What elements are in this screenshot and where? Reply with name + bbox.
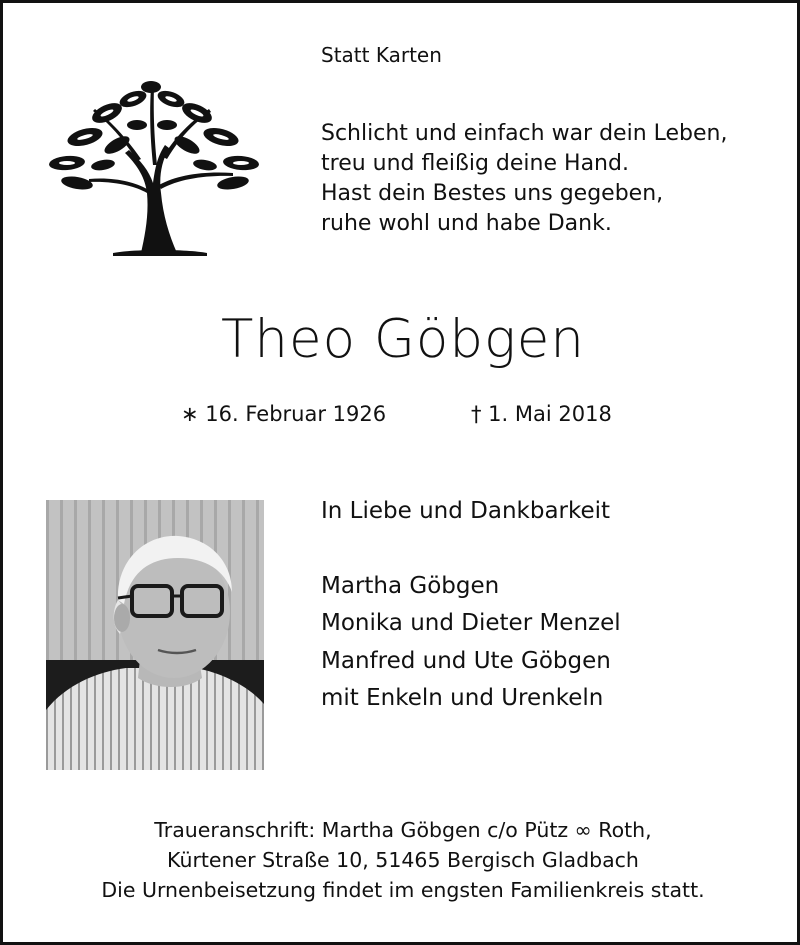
poem-line: treu und fleißig deine Hand. — [321, 151, 629, 176]
mourners — [321, 493, 621, 718]
footer-address-line: Traueranschrift: Martha Göbgen c/o Pütz ∞ Roth, — [154, 818, 652, 842]
statt-karten-label: Statt Karten — [321, 43, 442, 67]
tree-icon — [37, 65, 265, 257]
footer-address-line: Kürtener Straße 10, 51465 Bergisch Gladbach — [167, 848, 639, 872]
mourner-name: Monika und Dieter Menzel — [321, 610, 621, 636]
mourner-name: mit Enkeln und Urenkeln — [321, 685, 604, 711]
mourner-name: Martha Göbgen — [321, 572, 500, 599]
poem-line: ruhe wohl und habe Dank. — [321, 211, 612, 236]
portrait-photo — [46, 500, 264, 770]
footer-burial-note: Die Urnenbeisetzung findet im engsten Familienkreis statt. — [101, 878, 705, 902]
deceased-name: Theo Göbgen — [221, 309, 585, 370]
poem-line: Hast dein Bestes uns gegeben, — [321, 181, 664, 206]
poem — [321, 119, 727, 239]
birth-date: ∗ 16. Februar 1926 — [181, 402, 387, 426]
mourner-name: Manfred und Ute Göbgen — [321, 647, 611, 674]
mourners-intro: In Liebe und Dankbarkeit — [321, 498, 611, 524]
death-date: † 1. Mai 2018 — [471, 402, 612, 426]
spacer — [321, 531, 621, 568]
footer — [3, 815, 800, 905]
poem-line: Schlicht und einfach war dein Leben, — [321, 121, 728, 146]
